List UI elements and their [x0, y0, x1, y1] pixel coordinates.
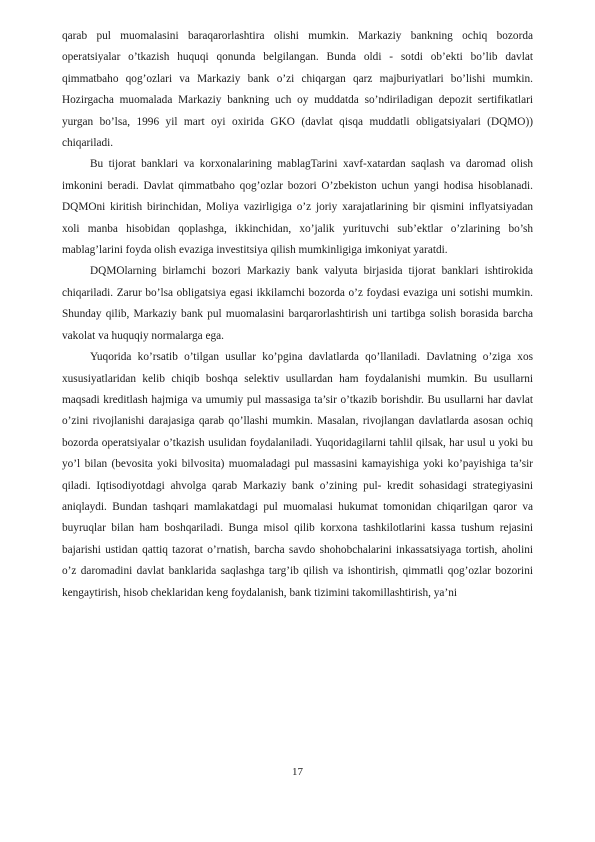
page-number: 17: [292, 766, 303, 778]
paragraph-4: Yuqorida ko’rsatib o’tilgan usullar ko’pgina davlatlarda qo’llaniladi. Davlatning o’ziga xos xususiyatlaridan kelib chiqib boshqa selektiv usullardan ham foydalanishi mumkin. Bu usullarni maqsadi kreditlash hajmiga va umumiy pul massasiga ta’sir o’tkazib borishdir. Bu usullarni har davlat o’zini rivojlanishi darajasiga qarab qo’llashi mumkin. Masalan, rivojlangan davlatlarda asosan ochiq bozorda operatsiyalar o’tkazish usulidan foydalaniladi. Yuqoridagilarni tahlil qilsak, har usul u yoki bu yo’l bilan (bevosita yoki bilvosita) muomaladagi pul massasini kamayishiga yoki ko’payishiga ta’sir qiladi. Iqtisodiyotdagi ahvolga qarab Markaziy bank o’zining pul- kredit sohasidagi strategiyasini aniqlaydi. Bundan tashqari mamlakatdagi pul muomalasi hukumat tomonidan chiqarilgan qaror va buyruqlar bilan ham boshqariladi. Bunga misol qilib korxona tashkilotlarini kassa tushum rejasini bajarishi ustidan qattiq tazorat o’rnatish, barcha savdo shohobchalarini inkassatsiyaga tortish, aholini o’z daromadini davlat banklarida saqlashga targ’ib qilish va ishontirish, qimmatli qog’ozlar bozorini kengaytirish, hisob cheklaridan keng foydalanish, bank tizimini takomillashtirish, ya’ni: [62, 351, 533, 599]
paragraph-3: DQMOlarning birlamchi bozori Markaziy bank valyuta birjasida tijorat banklari ishtirokida chiqariladi. Zarur bo’lsa obligatsiya egasi ikkilamchi bozorda o’z foydasi evaziga uni sotishi mumkin. Shunday qilib, Markaziy bank pul muomalasini barqarorlashtirish uni tartibga solish borasida barcha vakolat va huquqiy normalarga ega.: [62, 265, 533, 342]
body-text: [62, 26, 533, 604]
paragraph-2: Bu tijorat banklari va korxonalarining mablagTarini xavf-xatardan saqlash va daromad olish imkonini beradi. Davlat qimmatbaho qog’ozlar bozori O’zbekiston uchun yangi hodisa hisoblanadi. DQMOni kiritish birinchidan, Moliya vazirligiga o’z joriy xarajatlarining bir qismini inflyatsiyadan xoli manba hisobidan qoplashga, ikkinchidan, xo’jalik yurituvchi sub’ektlar o’zlarining bo’sh mablag’larini foyda olish evaziga investitsiya qilish mumkinligiga imkoniyat yaratdi.: [62, 158, 533, 257]
paragraph-1: qarab pul muomalasini baraqarorlashtira olishi mumkin. Markaziy bankning ochiq bozorda operatsiyalar o’tkazish huquqi qonunda belgilangan. Bunda oldi - sotdi ob’ekti bo’lib davlat qimmatbaho qog’ozlari va Markaziy bank o’zi chiqargan qarz majburiyatlari bo’lishi mumkin. Hozirgacha muomalada Markaziy bankning uch oy muddatda so’ndiriladigan depozit sertifikatlari yurgan bo’lsa, 1996 yil mart oyi oxirida GKO (davlat qisqa muddatli obligatsiyalari (DQMO)) chiqariladi.: [62, 30, 533, 150]
